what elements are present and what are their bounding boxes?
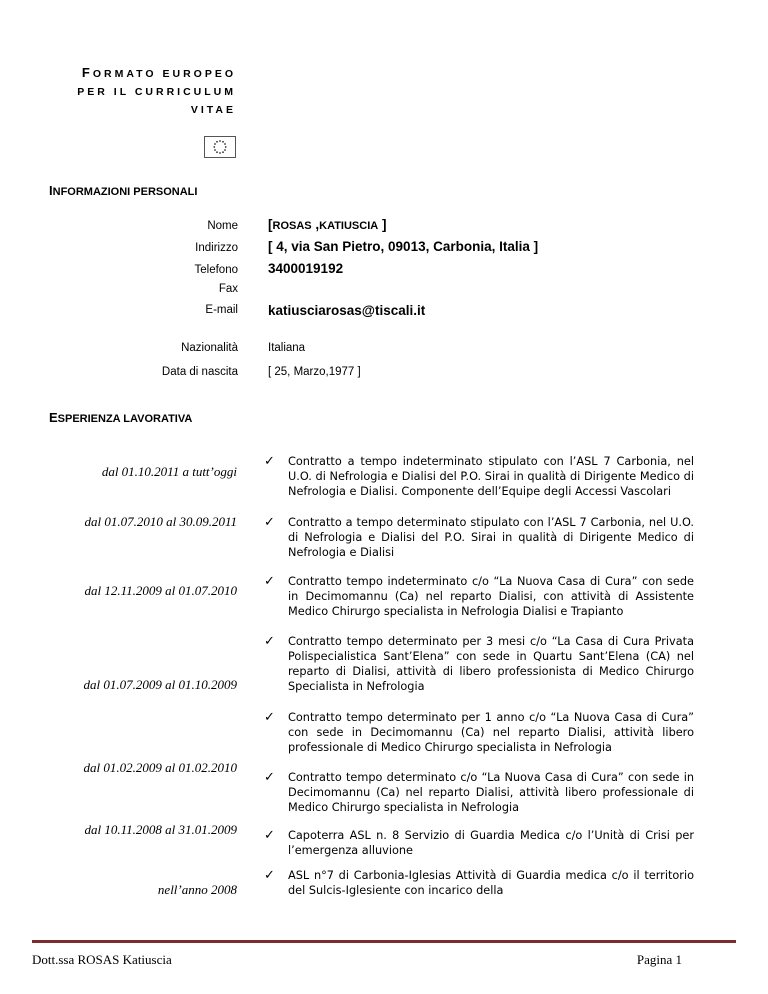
experience-date: dal 12.11.2009 al 01.07.2010 (84, 583, 237, 598)
experience-item: ✓ Contratto a tempo determinato stipulato con l’ASL 7 Carbonia, nel U.O. di Nefrologia e Dialisi del P.O. Sirai in qualità di Dirigente Medico di Nefrologia e Dialisi (264, 515, 694, 559)
experience-item: ✓ Capoterra ASL n. 8 Servizio di Guardia Medica c/o l’Unità di Crisi per l’emergenza alluvione (264, 828, 694, 857)
experience-item: ✓ Contratto a tempo indeterminato stipulato con l’ASL 7 Carbonia, nel U.O. di Nefrologia e Dialisi del P.O. Sirai in qualità di Dirigente Medico di Nefrologia e Dialisi. Componente dell’Equipe degli Accessi Vascolari (264, 454, 694, 498)
cv-title-line3: VITAE (190, 104, 236, 116)
experience-item: ✓ Contratto tempo determinato c/o “La Nuova Casa di Cura” con sede in Decimomannu (Ca) nel reparto Dialisi, attività libero professionale di Medico Chirurgo specialista in Nefrologia (264, 770, 694, 814)
cv-title-line1: FORMATO EUROPEO (81, 65, 236, 80)
experience-item: ✓ Contratto tempo determinato per 1 anno c/o “La Nuova Casa di Cura” con sede in Decimomannu (Ca) nel reparto Dialisi, attività libero professionale di Medico Chirurgo specialista in Nefrologia (264, 710, 694, 754)
email-label: E-mail (205, 304, 238, 316)
nazionalita-label: Nazionalità (181, 342, 238, 354)
checkmark-icon: ✓ (264, 574, 275, 589)
footer-divider (32, 940, 736, 943)
cv-title-line2: PER IL CURRICULUM (77, 86, 236, 98)
checkmark-icon: ✓ (264, 710, 275, 725)
checkmark-icon: ✓ (264, 770, 275, 785)
checkmark-icon: ✓ (264, 868, 275, 883)
experience-item: ✓ ASL n°7 di Carbonia-Iglesias Attività di Guardia medica c/o il territorio del Sulcis-Iglesiente con incarico della (264, 868, 694, 897)
fax-label: Fax (218, 283, 238, 295)
experience-item: ✓ Contratto tempo indeterminato c/o “La Nuova Casa di Cura” con sede in Decimomannu (Ca) nel reparto Dialisi, con attività di Assistente Medico Chirurgo specialista in Nefrologia Dialisi e Trapianto (264, 574, 694, 618)
experience-date: dal 01.07.2010 al 30.09.2011 (84, 514, 237, 529)
experience-date: dal 01.02.2009 al 01.02.2010 (83, 760, 237, 775)
checkmark-icon: ✓ (264, 454, 275, 469)
nome-label: Nome (207, 220, 238, 232)
checkmark-icon: ✓ (264, 634, 275, 649)
checkmark-icon: ✓ (264, 828, 275, 843)
experience-date: dal 01.07.2009 al 01.10.2009 (83, 677, 237, 692)
telefono-value: 3400019192 (268, 261, 344, 276)
telefono-label: Telefono (194, 264, 238, 276)
nascita-value: [ 25, Marzo,1977 ] (268, 366, 361, 378)
nascita-label: Data di nascita (161, 366, 238, 378)
section-work-experience: ESPERIENZA LAVORATIVA (49, 410, 193, 425)
checkmark-icon: ✓ (264, 515, 275, 530)
email-value: katiusciarosas@tiscali.it (268, 303, 426, 318)
indirizzo-value: [ 4, via San Pietro, 09013, Carbonia, Italia ] (268, 239, 539, 254)
experience-date: nell’anno 2008 (157, 882, 237, 897)
footer-author: Dott.ssa ROSAS Katiuscia (32, 952, 172, 967)
experience-item: ✓ Contratto tempo determinato per 3 mesi c/o “La Casa di Cura Privata Polispecialistica Sant’Elena” con sede in Quartu Sant’Elena (CA) nel reparto di Dialisi, attività di libero professionista di Medico Chirurgo Specialista in Nefrologia (264, 634, 694, 693)
footer-page-number: Pagina 1 (636, 952, 682, 967)
eu-flag-icon (204, 136, 236, 158)
experience-date: dal 01.10.2011 a tutt’oggi (101, 464, 237, 479)
experience-date: dal 10.11.2008 al 31.01.2009 (84, 822, 237, 837)
nazionalita-value: Italiana (268, 342, 306, 354)
indirizzo-label: Indirizzo (195, 242, 238, 254)
section-personal-info: INFORMAZIONI PERSONALI (49, 183, 198, 198)
nome-value: [ROSAS ,KATIUSCIA ] (268, 217, 387, 232)
